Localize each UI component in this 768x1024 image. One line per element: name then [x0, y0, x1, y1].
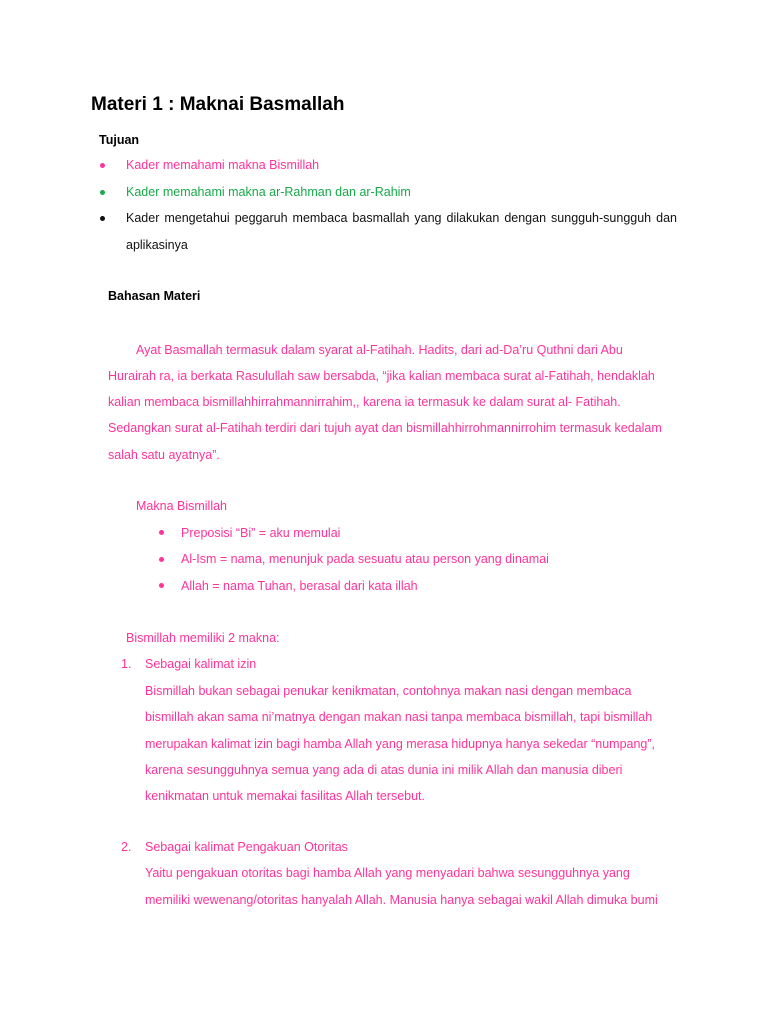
- makna-item-line: bismillah akan sama ni’matnya dengan makan nasi tanpa membaca bismillah, tapi bismillah: [145, 710, 653, 724]
- makna-item-line: memiliki wewenang/otoritas hanyalah Allah. Manusia hanya sebagai wakil Allah dimuka bumi: [145, 893, 658, 907]
- bahasan-paragraph-line: kalian membaca bismillahhirrahmannirrahim,, karena ia termasuk ke dalam surat al- Fatihah.: [108, 395, 621, 409]
- tujuan-item: Kader memahami makna ar-Rahman dan ar-Rahim: [126, 185, 411, 199]
- bullet-icon: [100, 163, 105, 168]
- list-number: 2.: [121, 840, 132, 854]
- makna-item-line: Bismillah bukan sebagai penukar kenikmatan, contohnya makan nasi dengan membaca: [145, 684, 632, 698]
- makna-item-title: Sebagai kalimat izin: [145, 657, 257, 671]
- bahasan-paragraph-line: Ayat Basmallah termasuk dalam syarat al-Fatihah. Hadits, dari ad-Da’ru Quthni dari Abu: [136, 343, 623, 357]
- tujuan-item: Kader memahami makna Bismillah: [126, 158, 320, 172]
- tujuan-heading: Tujuan: [99, 133, 140, 147]
- bullet-icon: [100, 190, 105, 195]
- bahasan-paragraph-line: Hurairah ra, ia berkata Rasulullah saw bersabda, “jika kalian membaca surat al-Fatihah, hendaklah: [108, 369, 655, 383]
- tujuan-item: Kader mengetahui peggaruh membaca basmallah yang dilakukan dengan sungguh-sungguh dan: [126, 211, 677, 225]
- dua-makna-intro: Bismillah memiliki 2 makna:: [126, 631, 280, 645]
- makna-item-line: Yaitu pengakuan otoritas bagi hamba Allah yang menyadari bahwa sesungguhnya yang: [145, 866, 630, 880]
- bahasan-paragraph-line: Sedangkan surat al-Fatihah terdiri dari tujuh ayat dan bismillahhirrohmannirrohim termasuk kedalam: [108, 421, 662, 435]
- bahasan-paragraph-line: salah satu ayatnya”.: [108, 448, 220, 462]
- makna-item-line: karena sesungguhnya semua yang ada di atas dunia ini milik Allah dan manusia diberi: [145, 763, 623, 777]
- bullet-icon: [159, 530, 164, 535]
- tujuan-item-continuation: aplikasinya: [126, 238, 188, 252]
- makna-item-line: merupakan kalimat izin bagi hamba Allah yang merasa hidupnya hanya sekedar “numpang”,: [145, 737, 656, 751]
- bullet-icon: [100, 216, 105, 221]
- page-title: Materi 1 : Maknai Basmallah: [91, 94, 345, 115]
- makna-item: Allah = nama Tuhan, berasal dari kata illah: [181, 579, 418, 593]
- bahasan-heading: Bahasan Materi: [108, 289, 201, 303]
- makna-item-title: Sebagai kalimat Pengakuan Otoritas: [145, 840, 348, 854]
- makna-item: Al-Ism = nama, menunjuk pada sesuatu atau person yang dinamai: [181, 552, 549, 566]
- bullet-icon: [159, 557, 164, 562]
- bullet-icon: [159, 583, 164, 588]
- makna-item-line: kenikmatan untuk memakai fasilitas Allah tersebut.: [145, 789, 425, 803]
- makna-item: Preposisi “Bi” = aku memulai: [181, 526, 341, 540]
- makna-heading: Makna Bismillah: [136, 499, 228, 513]
- list-number: 1.: [121, 657, 132, 671]
